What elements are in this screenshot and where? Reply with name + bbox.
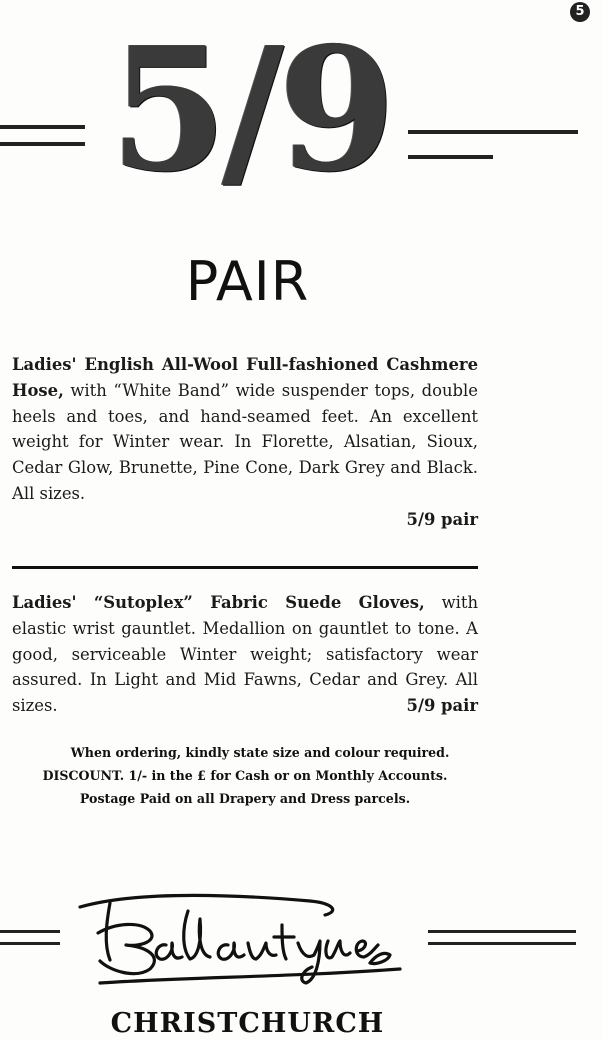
decorative-rule [408,155,493,159]
decorative-rule [0,942,60,945]
decorative-rule [0,142,85,146]
decorative-rule [408,130,578,134]
item-hose [12,352,478,533]
item-description: with “White Band” wide suspender tops, double heels and toes, and hand-seamed feet. An excellent weight for Winter wear. In Florette, Alsatian, Sioux, Cedar Glow, Brunette, Pine Cone, Dark Grey and Black. All sizes. [12,380,478,503]
item-name: Ladies' English All-Wool Full-fashioned Cashmere Hose, [12,355,478,400]
corner-mark: 5 [570,2,590,22]
decorative-rule [0,125,85,129]
ordering-note: When ordering, kindly state size and colour required. [70,745,450,760]
decorative-rule [0,930,60,933]
order-notes [10,744,480,813]
item-gloves [12,590,478,719]
decorative-rule [428,942,576,945]
item-price: 5/9 pair [406,509,478,529]
headline-price: 5/9 [109,10,391,210]
item-price: 5/9 pair [406,696,478,716]
postage-note: Postage Paid on all Drapery and Dress parcels. [79,791,411,806]
discount-note: DISCOUNT. 1/- in the £ for Cash or on Monthly Accounts. [42,768,448,783]
headline-unit: PAIR [185,250,310,313]
ballantynes-signature-logo [70,885,420,1000]
item-name: Ladies' “Sutoplex” Fabric Suede Gloves, [12,593,425,612]
item-description: with elastic wrist gauntlet. Medallion on gauntlet to tone. A good, serviceable Winter weight; satisfactory wear assured. In Light and Mid Fawns, Cedar and Grey. All sizes. [12,593,479,716]
city-name: CHRISTCHURCH [110,1008,385,1039]
section-divider [12,566,478,569]
decorative-rule [428,930,576,933]
